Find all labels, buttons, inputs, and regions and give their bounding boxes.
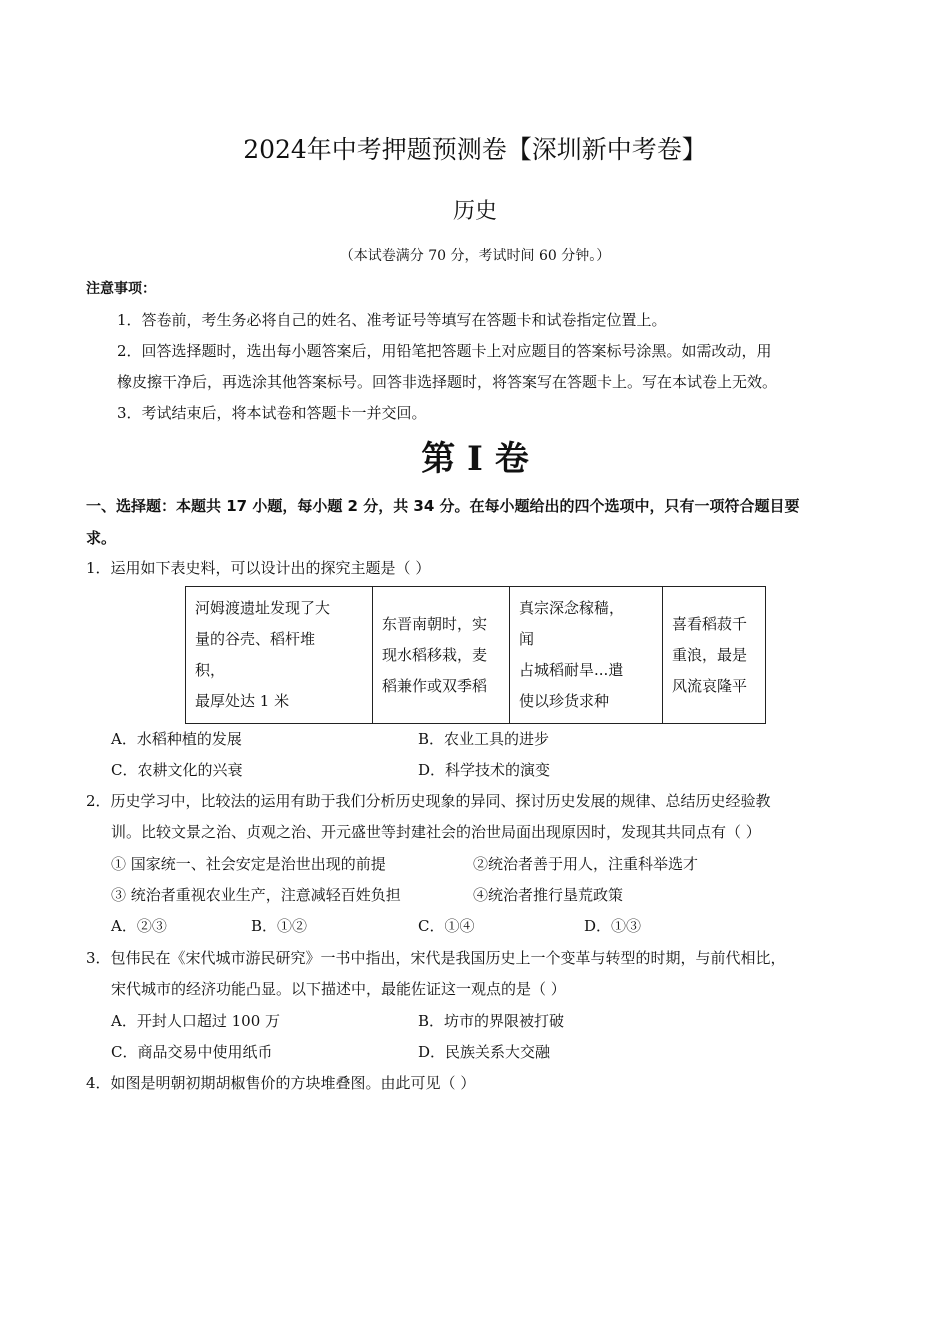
q2-stem-line-1: 2．历史学习中，比较法的运用有助于我们分析历史现象的异同、探讨历史发展的规律、总结历史经验教 xyxy=(86,792,771,810)
q1-option-c[interactable]: C．农耕文化的兴衰 xyxy=(111,761,243,779)
q2-option-b[interactable]: B．①② xyxy=(251,917,308,935)
q3-option-c[interactable]: C．商品交易中使用纸币 xyxy=(111,1043,273,1061)
q2-stem-line-2: 训。比较文景之治、贞观之治、开元盛世等封建社会的治世局面出现原因时，发现其共同点有（ ） xyxy=(111,823,761,841)
table-cell-text: 真宗深念稼穑， 闻 占城稻耐旱...遣 使以珍货求种 xyxy=(519,599,625,710)
table-cell xyxy=(510,587,663,724)
q1-source-table xyxy=(185,586,766,724)
notice-item-3: 3．考试结束后，将本试卷和答题卡一并交回。 xyxy=(117,404,427,422)
q3-stem-line-1: 3．包伟民在《宋代城市游民研究》一书中指出，宋代是我国历史上一个变革与转型的时期，与前代相比， xyxy=(86,949,786,967)
q3-option-b[interactable]: B．坊市的界限被打破 xyxy=(418,1012,565,1030)
q1-option-d[interactable]: D．科学技术的演变 xyxy=(418,761,551,779)
q3-stem-line-2: 宋代城市的经济功能凸显。以下描述中，最能佐证这一观点的是（ ） xyxy=(111,980,566,998)
q1-option-b[interactable]: B．农业工具的进步 xyxy=(418,730,550,748)
section-heading-line-2: 求。 xyxy=(86,529,117,547)
table-cell-text: 东晋南朝时，实 现水稻移栽，麦 稻兼作或双季稻 xyxy=(382,614,488,695)
table-cell xyxy=(373,587,510,724)
exam-info: （本试卷满分 70 分，考试时间 60 分钟。） xyxy=(339,248,611,264)
notice-heading: 注意事项： xyxy=(86,281,156,297)
subject-title: 历史 xyxy=(452,199,497,224)
q2-option-c[interactable]: C．①④ xyxy=(418,917,475,935)
q2-statement-4: ④统治者推行垦荒政策 xyxy=(473,886,624,904)
table-cell-text: 喜看稻菽千 重浪，最是 风流哀隆平 xyxy=(672,614,748,695)
notice-item-2-line-2: 橡皮擦干净后，再选涂其他答案标号。回答非选择题时，将答案写在答题卡上。写在本试卷上无效。 xyxy=(117,373,778,391)
table-cell xyxy=(186,587,373,724)
q2-option-a[interactable]: A．②③ xyxy=(111,917,167,935)
table-cell-text: 河姆渡遗址发现了大 量的谷壳、稻杆堆 积， 最厚处达 1 米 xyxy=(195,599,331,710)
q2-option-d[interactable]: D．①③ xyxy=(584,917,642,935)
q4-stem: 4．如图是明朝初期胡椒售价的方块堆叠图。由此可见（ ） xyxy=(86,1074,476,1092)
q3-option-d[interactable]: D．民族关系大交融 xyxy=(418,1043,551,1061)
exam-title: 2024年中考押题预测卷【深圳新中考卷】 xyxy=(243,135,707,164)
q3-option-a[interactable]: A．开封人口超过 100 万 xyxy=(111,1012,280,1030)
q2-statement-2: ②统治者善于用人，注重科举选才 xyxy=(473,855,699,873)
q1-stem: 1．运用如下表史料，可以设计出的探究主题是（ ） xyxy=(86,559,431,577)
q2-statement-3: ③ 统治者重视农业生产，注意减轻百姓负担 xyxy=(111,886,401,904)
q2-statement-1: ① 国家统一、社会安定是治世出现的前提 xyxy=(111,855,386,873)
q1-option-a[interactable]: A．水稻种植的发展 xyxy=(111,730,242,748)
notice-item-1: 1．答卷前，考生务必将自己的姓名、准考证号等填写在答题卡和试卷指定位置上。 xyxy=(117,311,667,329)
notice-item-2-line-1: 2．回答选择题时，选出每小题答案后，用铅笔把答题卡上对应题目的答案标号涂黑。如需改动，用 xyxy=(117,342,772,360)
section-heading-line-1: 一、选择题：本题共 17 小题，每小题 2 分，共 34 分。在每小题给出的四个选项中，只有一项符合题目要 xyxy=(86,497,800,515)
table-cell xyxy=(663,587,766,724)
table-row xyxy=(186,587,766,724)
volume-title: 第 I 卷 xyxy=(421,439,529,479)
